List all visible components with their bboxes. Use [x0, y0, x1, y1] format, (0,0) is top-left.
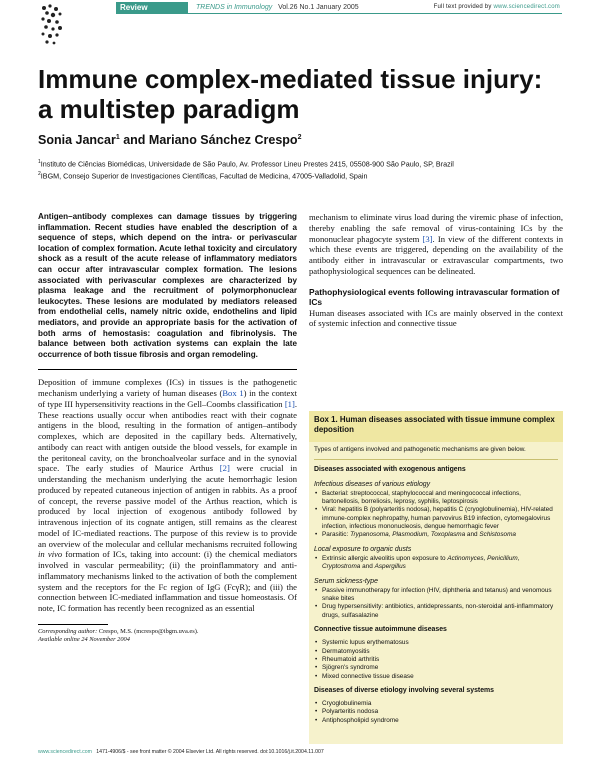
- review-tag: Review: [116, 2, 188, 13]
- author-2: Mariano Sánchez Crespo: [148, 133, 298, 147]
- right-column: [309, 212, 563, 329]
- intro-text-a: Deposition of immune complexes (ICs) in tissues is the pathogenetic mechanism underlying a variety of human diseases (: [38, 377, 297, 399]
- list-item: • Systemic lupus erythematosus: [314, 639, 558, 647]
- intro-text-c: . These reactions usually occur when antibodies react with their cognate antigens in the blood, resulting in the formation of antigen–antibody complexes, which are deposited in the capillary beds. Alternatively, antibody can react with antigen outside the blood vessels, for example in the peritoneal cavity, on the bronchoalveolar surface and in the synovial space. The early studies of Maurice Arthus: [38, 398, 297, 474]
- box-content: [309, 442, 563, 725]
- box-1-link[interactable]: Box 1: [222, 388, 244, 399]
- right-paragraph-1: [309, 212, 563, 277]
- list-item: • Viral: hepatitis B (polyarteritis nodosa), hepatitis C (cryoglobulinemia), HIV-related immune-complex nephropathy, human parvovirus B19 infection, cytomegalovirus infection, infectious mononucleosis, dengue hemorrhagic fever: [314, 506, 558, 531]
- author-2-sup: 2: [297, 133, 302, 141]
- affiliation-2-text: IBGM, Consejo Superior de Investigaciones Científicas, Facultad de Medicina, 47005-Valladolid, Spain: [40, 171, 368, 181]
- corresponding-label: Corresponding author:: [38, 627, 98, 635]
- infectious-list: [314, 490, 558, 540]
- list-item: • Polyarteritis nodosa: [314, 708, 558, 716]
- parasitic-label: Parasitic:: [322, 531, 351, 539]
- list-item: • Passive immunotherapy for infection (HIV, diphtheria and tetanus) and venomous snake bites: [314, 587, 558, 604]
- autoimmune-list: [314, 639, 558, 680]
- intro-paragraph: [38, 377, 297, 614]
- organic-and: and: [360, 563, 375, 571]
- intro-text-d: were crucial in understanding the mechanism underlying the acute hemorrhagic lesion produced by repeated cutaneous injection of antigen in rabbits. As a proof of concept, the reverse passive model of the Arthus reaction, which is produced by local injection of exogenous antibody followed by intravenous injection of its cognate antigen, still remains as the clearest model of IC-mediated reactions. The purpose of this review is to provide an overview of the molecular and cellular mechanisms recruited following: [38, 463, 297, 549]
- box-1: [309, 411, 563, 744]
- footer-copyright: 1471-4906/$ - see front matter © 2004 Elsevier Ltd. All rights reserved. doi:10.1016/j.it.2004.11.007: [96, 749, 324, 755]
- affiliation-1-sup: 1: [38, 159, 41, 165]
- serum-list: [314, 587, 558, 620]
- list-item: • Bacterial: streptococcal, staphylococcal and meningococcal infections, bartonellosis, borreliosis, leprosy, syphilis, leptospirosis: [314, 490, 558, 507]
- list-item: • Antiphospholipid syndrome: [314, 717, 558, 725]
- full-text-brand[interactable]: www.sciencedirect.com: [493, 4, 560, 10]
- affiliation-2-sup: 2: [38, 171, 41, 178]
- corresponding-text: Crespo, M.S. (mcrespo@ibgm.uva.es).: [97, 627, 199, 635]
- in-vivo-term: in vivo: [38, 549, 63, 560]
- footer-site-link[interactable]: www.sciencedirect.com: [38, 749, 92, 755]
- list-item: [314, 555, 558, 572]
- full-text-note: [434, 4, 560, 10]
- affiliation-1: [38, 157, 454, 169]
- author-and: and: [119, 133, 149, 147]
- author-1-sup: 1: [115, 133, 120, 141]
- organic-genera: Actinomyces, Penicillium, Cryptostroma: [322, 554, 520, 571]
- author-line: [38, 133, 301, 147]
- parasitic-and: and: [465, 531, 480, 539]
- affiliation-1-text: Instituto de Ciências Biomédicas, Universidade de São Paulo, Av. Professor Lineu Prestes 2415, 05508-900 São Paulo, SP, Brazil: [40, 159, 454, 169]
- ref-3-link[interactable]: [3]: [422, 233, 433, 244]
- ref-2-link[interactable]: [2]: [219, 463, 230, 474]
- right-text-b: . In view of the different contexts in which these events are triggered, depending on the availability of the antibody either in intravascular or extravascular compartments, two pathophysiological sequences can be delineated.: [309, 233, 563, 276]
- right-paragraph-2: Human diseases associated with ICs are mainly observed in the context of systemic infection and connective tissue: [309, 307, 563, 329]
- available-online-note: Available online 24 November 2004: [38, 636, 130, 644]
- right-text-a: mechanism to eliminate virus load during the viremic phase of infection, thereby enabling the safe removal of virus-containing ICs by the mononuclear phagocyte system: [309, 212, 563, 244]
- affiliation-2: [38, 169, 454, 181]
- list-item: • Rheumatoid arthritis: [314, 656, 558, 664]
- list-item: [314, 531, 558, 539]
- box-heading-autoimmune: Connective tissue autoimmune diseases: [314, 626, 447, 634]
- list-item: • Cryoglobulinemia: [314, 700, 558, 708]
- journal-line: [196, 2, 359, 13]
- parasitic-genus-last: Schistosoma: [479, 531, 516, 539]
- organic-list: [314, 555, 558, 572]
- volume-info: Vol.26 No.1 January 2005: [278, 4, 359, 11]
- abstract-divider: [38, 369, 297, 370]
- list-item: • Mixed connective tissue disease: [314, 673, 558, 681]
- box-sub-organic: Local exposure to organic dusts: [314, 545, 412, 553]
- affiliations: [38, 157, 454, 182]
- box-sub-serum: Serum sickness-type: [314, 577, 378, 585]
- intro-text-b: ) in the context of type III hypersensitivity reactions in the Gell–Coombs classification: [38, 388, 297, 409]
- journal-name: TRENDS in Immunology: [196, 4, 273, 11]
- ref-1-link[interactable]: [1]: [284, 398, 295, 409]
- list-item: • Drug hypersensitivity: antibiotics, antidepressants, non-steroidal anti-inflammatory drugs, sulfasalazine: [314, 603, 558, 620]
- box-title: Box 1. Human diseases associated with tissue immune complex deposition: [309, 411, 563, 442]
- list-item: • Dermatomyositis: [314, 648, 558, 656]
- left-column: [38, 212, 297, 644]
- author-1: Sonia Jancar: [38, 133, 116, 147]
- publisher-logo-icon: [38, 2, 68, 46]
- article-title: Immune complex-mediated tissue injury: a multistep paradigm: [38, 64, 543, 124]
- section-heading: Pathophysiological events following intravascular formation of ICs: [309, 286, 560, 308]
- footnote-divider: [38, 624, 108, 625]
- list-item: • Sjögren's syndrome: [314, 664, 558, 672]
- box-heading-diverse: Diseases of diverse etiology involving several systems: [314, 686, 495, 694]
- organic-genus-last: Aspergillus: [374, 563, 406, 571]
- page-footer: [38, 749, 562, 755]
- intro-text-e: formation of ICs, taking into account: (i) the chemical mediators involved in vascular permeability; (ii) the proinflammatory and anti-inflammatory mechanisms linked to the activation of both the complement system and the receptors for the Fc region of IgG (FcγR); and (iii) the connection between IC-mediated inflammation and tissue homeostasis. Of note, IC formation has recently been recognized as an essential: [38, 549, 297, 614]
- box-heading-exogenous: Diseases associated with exogenous antigens: [314, 466, 466, 474]
- box-intro: Types of antigens involved and pathogenetic mechanisms are given below.: [314, 446, 558, 460]
- box-sub-infectious: Infectious diseases of various etiology: [314, 480, 431, 488]
- corresponding-author-note: [38, 628, 297, 636]
- diverse-list: [314, 700, 558, 725]
- full-text-label: Full text provided by: [433, 4, 492, 10]
- abstract: Antigen–antibody complexes can damage tissues by triggering inflammation. Recent studies have enabled the description of a sequence of steps, which depend on the intra- or perivascular location of complex formation. Acute lethal toxicity and circulatory shock as a result of the acute release of inflammatory mediators can occur after intravascular complex formation. The lesions associated with perivascular complexes are characterized by plasma leakage and the recruitment of polymorphonuclear leukocytes. These lesions are modulated by mediators released from endothelial cells, namely nitric oxide, endothelins and lipid mediators, and provide an appropriate basis for the activation of both arms of hemostasis: coagulation and fibrinolysis. The balance between both activation systems can explain the late occurrence of both tissue fibrosis and organ remodeling.: [38, 212, 297, 359]
- organic-text: Extrinsic allergic alveolitis upon exposure to: [322, 554, 448, 562]
- parasitic-genera: Trypanosoma, Plasmodium, Toxoplasma: [350, 531, 466, 539]
